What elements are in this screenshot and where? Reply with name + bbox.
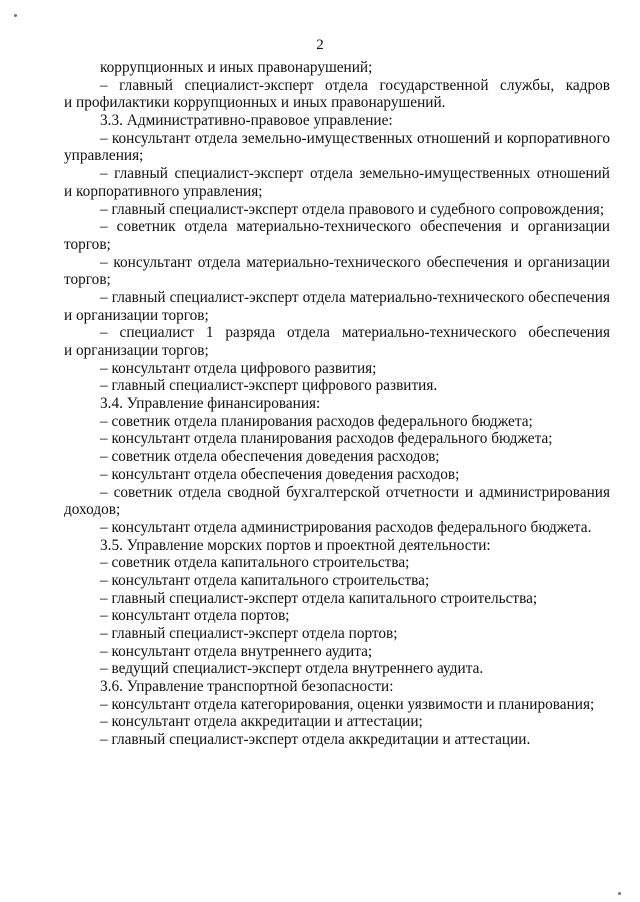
document-line: – консультант отдела капитального строительства; [100, 571, 430, 589]
document-line: 3.3. Административно-правовое управление: [100, 112, 393, 130]
document-line: – консультант отдела планирования расходов федерального бюджета; [100, 430, 553, 448]
document-line: – консультант отдела материально-технического обеспечения и организации [100, 253, 610, 271]
document-line: доходов; [64, 501, 121, 519]
document-line: и организации торгов; [64, 342, 209, 359]
page-number: 2 [316, 37, 324, 53]
document-line: – консультант отдела портов; [100, 607, 290, 625]
document-line: – советник отдела капитального строительства; [100, 554, 410, 572]
document-line: – консультант отдела категорирования, оценки уязвимости и планирования; [100, 695, 595, 713]
document-line: и корпоративного управления; [64, 182, 263, 200]
document-line: торгов; [64, 271, 111, 289]
document-body [64, 59, 610, 749]
document-line: – ведущий специалист-эксперт отдела внутреннего аудита. [100, 660, 484, 678]
document-line: торгов; [64, 235, 111, 253]
scan-speck [14, 14, 17, 17]
document-line: 3.4. Управление финансирования: [100, 395, 321, 413]
document-line: – главный специалист-эксперт отдела материально-технического обеспечения [100, 288, 610, 306]
scan-speck [618, 892, 621, 895]
document-line: – советник отдела материально-технического обеспечения и организации [100, 218, 610, 236]
document-line: – консультант отдела обеспечения доведения расходов; [100, 465, 460, 483]
document-line: – главный специалист-эксперт отдела земельно-имущественных отношений [100, 165, 610, 183]
document-line: 3.5. Управление морских портов и проектной деятельности: [100, 536, 491, 554]
document-line: – главный специалист-эксперт отдела капитального строительства; [100, 589, 538, 607]
document-line: – главный специалист-эксперт отдела государственной службы, кадров [100, 76, 610, 94]
document-line: и профилактики коррупционных и иных правонарушений. [64, 94, 446, 112]
document-line: – советник отдела сводной бухгалтерской отчетности и администрирования [100, 483, 610, 501]
document-line: коррупционных и иных правонарушений; [100, 59, 373, 76]
document-line: – главный специалист-эксперт отдела аккредитации и аттестации. [100, 731, 531, 749]
document-line: – консультант отдела администрирования расходов федерального бюджета. [100, 518, 592, 536]
document-line: – главный специалист-эксперт отдела портов; [100, 625, 398, 642]
document-line: – советник отдела планирования расходов федерального бюджета; [100, 412, 533, 430]
document-line: – консультант отдела земельно-имущественных отношений и корпоративного [100, 129, 610, 147]
document-line: – советник отдела обеспечения доведения расходов; [100, 448, 440, 466]
document-line: – консультант отдела цифрового развития; [100, 359, 377, 377]
document-line: – главный специалист-эксперт отдела правового и судебного сопровождения; [100, 200, 605, 218]
document-line: 3.6. Управление транспортной безопасности: [100, 678, 394, 696]
document-line: – консультант отдела внутреннего аудита; [100, 642, 373, 660]
document-line: – консультант отдела аккредитации и аттестации; [100, 713, 423, 731]
document-line: и организации торгов; [64, 306, 209, 324]
document-line: – главный специалист-эксперт цифрового развития. [100, 377, 438, 395]
document-line: – специалист 1 разряда отдела материально-технического обеспечения [100, 324, 610, 342]
document-line: управления; [64, 147, 144, 165]
